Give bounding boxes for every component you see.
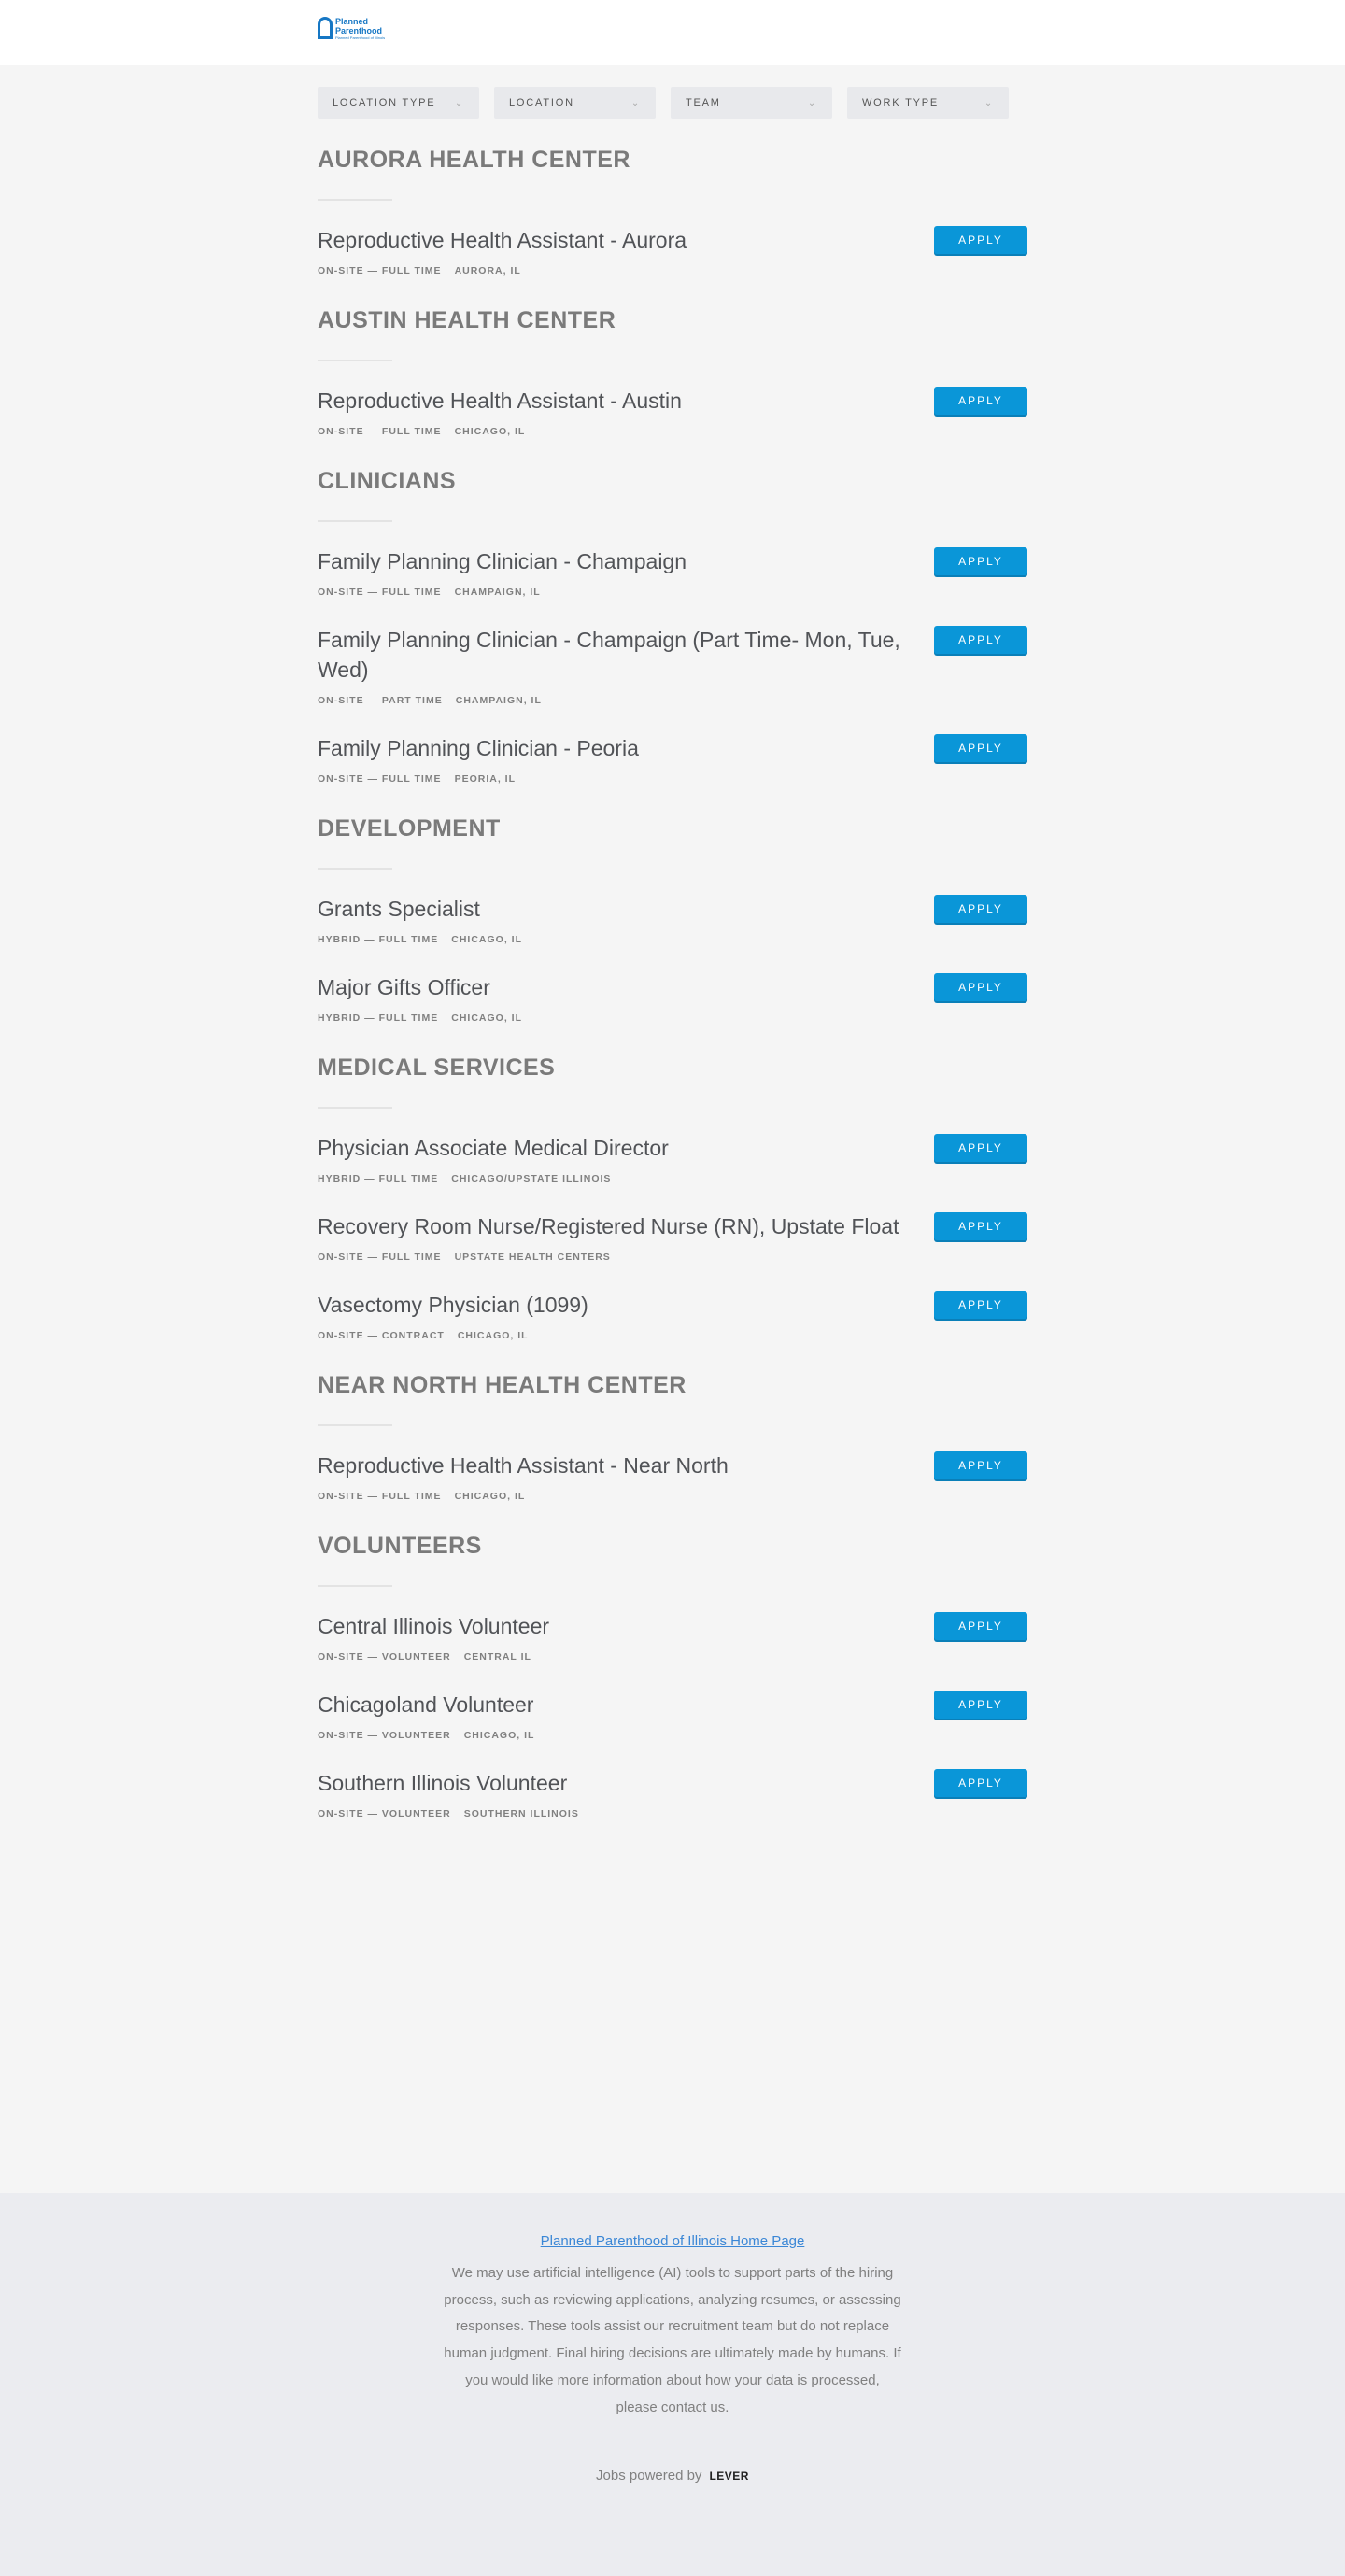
job-posting bbox=[318, 386, 1027, 440]
job-posting bbox=[318, 1768, 1027, 1822]
filter-dropdown[interactable] bbox=[494, 87, 656, 119]
header bbox=[0, 0, 1345, 65]
logo-subtext: Planned Parenthood of Illinois bbox=[335, 35, 386, 40]
powered-by-text: Jobs powered by bbox=[596, 2468, 702, 2484]
apply-button[interactable]: APPLY bbox=[934, 626, 1027, 654]
section-heading: MEDICAL SERVICES bbox=[318, 1054, 556, 1081]
job-location: AURORA, IL bbox=[454, 265, 521, 276]
team-section bbox=[318, 812, 1027, 1026]
apply-button[interactable]: APPLY bbox=[934, 1769, 1027, 1797]
job-posting bbox=[318, 546, 1027, 601]
work-type: ON-SITE — FULL TIME bbox=[318, 1252, 442, 1263]
footer bbox=[0, 2193, 1345, 2576]
section-heading: AURORA HEALTH CENTER bbox=[318, 147, 630, 173]
job-posting bbox=[318, 733, 1027, 787]
job-title-link[interactable]: Family Planning Clinician - Champaign bbox=[318, 549, 687, 573]
job-title-link[interactable]: Family Planning Clinician - Peoria bbox=[318, 736, 639, 760]
section-heading: CLINICIANS bbox=[318, 468, 457, 494]
job-title-link[interactable]: Family Planning Clinician - Champaign (Part Time- Mon, Tue, Wed) bbox=[318, 628, 900, 682]
team-section bbox=[318, 1368, 1027, 1505]
work-type: ON-SITE — CONTRACT bbox=[318, 1330, 445, 1341]
apply-button[interactable]: APPLY bbox=[934, 387, 1027, 415]
logo-mark-icon bbox=[318, 17, 333, 39]
job-location: CHAMPAIGN, IL bbox=[454, 587, 541, 598]
apply-button[interactable]: APPLY bbox=[934, 895, 1027, 923]
team-section bbox=[318, 1051, 1027, 1344]
job-meta bbox=[318, 1010, 925, 1026]
postings-list bbox=[318, 143, 1027, 1822]
chevron-down-icon: ⌄ bbox=[807, 97, 817, 108]
section-heading: AUSTIN HEALTH CENTER bbox=[318, 307, 616, 333]
filter-label: LOCATION TYPE bbox=[333, 97, 436, 108]
job-title-link[interactable]: Recovery Room Nurse/Registered Nurse (RN), Upstate Float bbox=[318, 1214, 899, 1238]
work-type: ON-SITE — VOLUNTEER bbox=[318, 1651, 451, 1663]
work-type: ON-SITE — FULL TIME bbox=[318, 773, 442, 785]
job-posting bbox=[318, 1133, 1027, 1187]
job-posting bbox=[318, 1690, 1027, 1744]
job-title-link[interactable]: Reproductive Health Assistant - Austin bbox=[318, 389, 682, 413]
job-meta bbox=[318, 692, 925, 709]
job-posting bbox=[318, 1290, 1027, 1344]
job-meta bbox=[318, 931, 925, 948]
job-location: CHICAGO, IL bbox=[454, 426, 526, 437]
work-type: ON-SITE — FULL TIME bbox=[318, 265, 442, 276]
work-type: ON-SITE — FULL TIME bbox=[318, 426, 442, 437]
job-meta bbox=[318, 1170, 925, 1187]
divider bbox=[318, 1585, 392, 1587]
job-location: PEORIA, IL bbox=[454, 773, 516, 785]
job-location: CHICAGO, IL bbox=[463, 1730, 535, 1741]
job-title-link[interactable]: Grants Specialist bbox=[318, 897, 480, 921]
team-section bbox=[318, 143, 1027, 279]
job-posting bbox=[318, 894, 1027, 948]
job-posting bbox=[318, 1451, 1027, 1505]
work-type: HYBRID — FULL TIME bbox=[318, 1012, 439, 1024]
divider bbox=[318, 199, 392, 201]
job-title-link[interactable]: Reproductive Health Assistant - Near North bbox=[318, 1453, 729, 1478]
job-location: SOUTHERN ILLINOIS bbox=[463, 1808, 579, 1819]
job-title-link[interactable]: Chicagoland Volunteer bbox=[318, 1692, 534, 1717]
job-meta bbox=[318, 1649, 925, 1665]
job-meta bbox=[318, 584, 925, 601]
filter-label: LOCATION bbox=[509, 97, 574, 108]
apply-button[interactable]: APPLY bbox=[934, 1291, 1027, 1319]
divider bbox=[318, 868, 392, 870]
job-location: CHICAGO, IL bbox=[451, 934, 522, 945]
job-meta bbox=[318, 771, 925, 787]
job-title-link[interactable]: Reproductive Health Assistant - Aurora bbox=[318, 228, 687, 252]
team-section bbox=[318, 1529, 1027, 1822]
filter-bar bbox=[318, 87, 1027, 119]
chevron-down-icon: ⌄ bbox=[984, 97, 994, 108]
job-meta bbox=[318, 1249, 925, 1266]
job-meta bbox=[318, 1327, 925, 1344]
apply-button[interactable]: APPLY bbox=[934, 226, 1027, 254]
job-location: CHICAGO, IL bbox=[451, 1012, 522, 1024]
powered-by[interactable] bbox=[0, 2468, 1345, 2484]
job-posting bbox=[318, 972, 1027, 1026]
section-heading: NEAR NORTH HEALTH CENTER bbox=[318, 1372, 687, 1398]
divider bbox=[318, 360, 392, 361]
work-type: HYBRID — FULL TIME bbox=[318, 934, 439, 945]
filter-dropdown[interactable] bbox=[318, 87, 479, 119]
postings-main bbox=[318, 65, 1027, 2193]
work-type: ON-SITE — VOLUNTEER bbox=[318, 1730, 451, 1741]
job-meta bbox=[318, 423, 925, 440]
apply-button[interactable]: APPLY bbox=[934, 547, 1027, 575]
apply-button[interactable]: APPLY bbox=[934, 1134, 1027, 1162]
logo-text: Planned bbox=[335, 17, 369, 26]
filter-dropdown[interactable] bbox=[671, 87, 832, 119]
job-posting bbox=[318, 625, 1027, 709]
job-location: CHICAGO/UPSTATE ILLINOIS bbox=[451, 1173, 612, 1184]
job-location: CHAMPAIGN, IL bbox=[455, 695, 542, 706]
job-title-link[interactable]: Physician Associate Medical Director bbox=[318, 1136, 669, 1160]
ai-disclaimer: We may use artificial intelligence (AI) tools to support parts of the hiring process, such as reviewing applications, analyzing resumes, or assessing responses. These tools assist our recruitment team but do not replace human judgment. Final hiring decisions are ultimately made by humans. If you would like more information about how your data is processed, please contact us. bbox=[444, 2265, 901, 2415]
filter-label: WORK TYPE bbox=[862, 97, 940, 108]
divider bbox=[318, 1424, 392, 1426]
team-section bbox=[318, 464, 1027, 787]
divider bbox=[318, 520, 392, 522]
apply-button[interactable]: APPLY bbox=[934, 1612, 1027, 1640]
filter-dropdown[interactable] bbox=[847, 87, 1009, 119]
apply-button[interactable]: APPLY bbox=[934, 734, 1027, 762]
team-section bbox=[318, 304, 1027, 440]
work-type: ON-SITE — FULL TIME bbox=[318, 1491, 442, 1502]
section-heading: DEVELOPMENT bbox=[318, 815, 501, 842]
job-title-link[interactable]: Major Gifts Officer bbox=[318, 975, 490, 999]
job-meta bbox=[318, 1488, 925, 1505]
job-meta bbox=[318, 1805, 925, 1822]
divider bbox=[318, 1107, 392, 1109]
job-title-link[interactable]: Vasectomy Physician (1099) bbox=[318, 1293, 588, 1317]
apply-button[interactable]: APPLY bbox=[934, 1451, 1027, 1479]
apply-button[interactable]: APPLY bbox=[934, 973, 1027, 1001]
work-type: ON-SITE — FULL TIME bbox=[318, 587, 442, 598]
logo-text: Parenthood bbox=[335, 26, 383, 35]
section-heading: VOLUNTEERS bbox=[318, 1533, 482, 1559]
work-type: ON-SITE — VOLUNTEER bbox=[318, 1808, 451, 1819]
work-type: HYBRID — FULL TIME bbox=[318, 1173, 439, 1184]
job-posting bbox=[318, 1611, 1027, 1665]
lever-logo: LEVER bbox=[709, 2470, 749, 2484]
apply-button[interactable]: APPLY bbox=[934, 1691, 1027, 1719]
apply-button[interactable]: APPLY bbox=[934, 1212, 1027, 1240]
home-page-link[interactable]: Planned Parenthood of Illinois Home Page bbox=[540, 2233, 805, 2249]
job-location: UPSTATE HEALTH CENTERS bbox=[454, 1252, 611, 1263]
job-meta bbox=[318, 262, 925, 279]
chevron-down-icon: ⌄ bbox=[454, 97, 464, 108]
job-posting bbox=[318, 1211, 1027, 1266]
job-meta bbox=[318, 1727, 925, 1744]
job-location: CHICAGO, IL bbox=[457, 1330, 529, 1341]
job-title-link[interactable]: Central Illinois Volunteer bbox=[318, 1614, 550, 1638]
job-location: CHICAGO, IL bbox=[454, 1491, 526, 1502]
job-posting bbox=[318, 225, 1027, 279]
job-location: CENTRAL IL bbox=[463, 1651, 531, 1663]
job-title-link[interactable]: Southern Illinois Volunteer bbox=[318, 1771, 568, 1795]
chevron-down-icon: ⌄ bbox=[630, 97, 641, 108]
planned-parenthood-logo[interactable] bbox=[318, 17, 389, 50]
filter-label: TEAM bbox=[686, 97, 721, 108]
work-type: ON-SITE — PART TIME bbox=[318, 695, 443, 706]
